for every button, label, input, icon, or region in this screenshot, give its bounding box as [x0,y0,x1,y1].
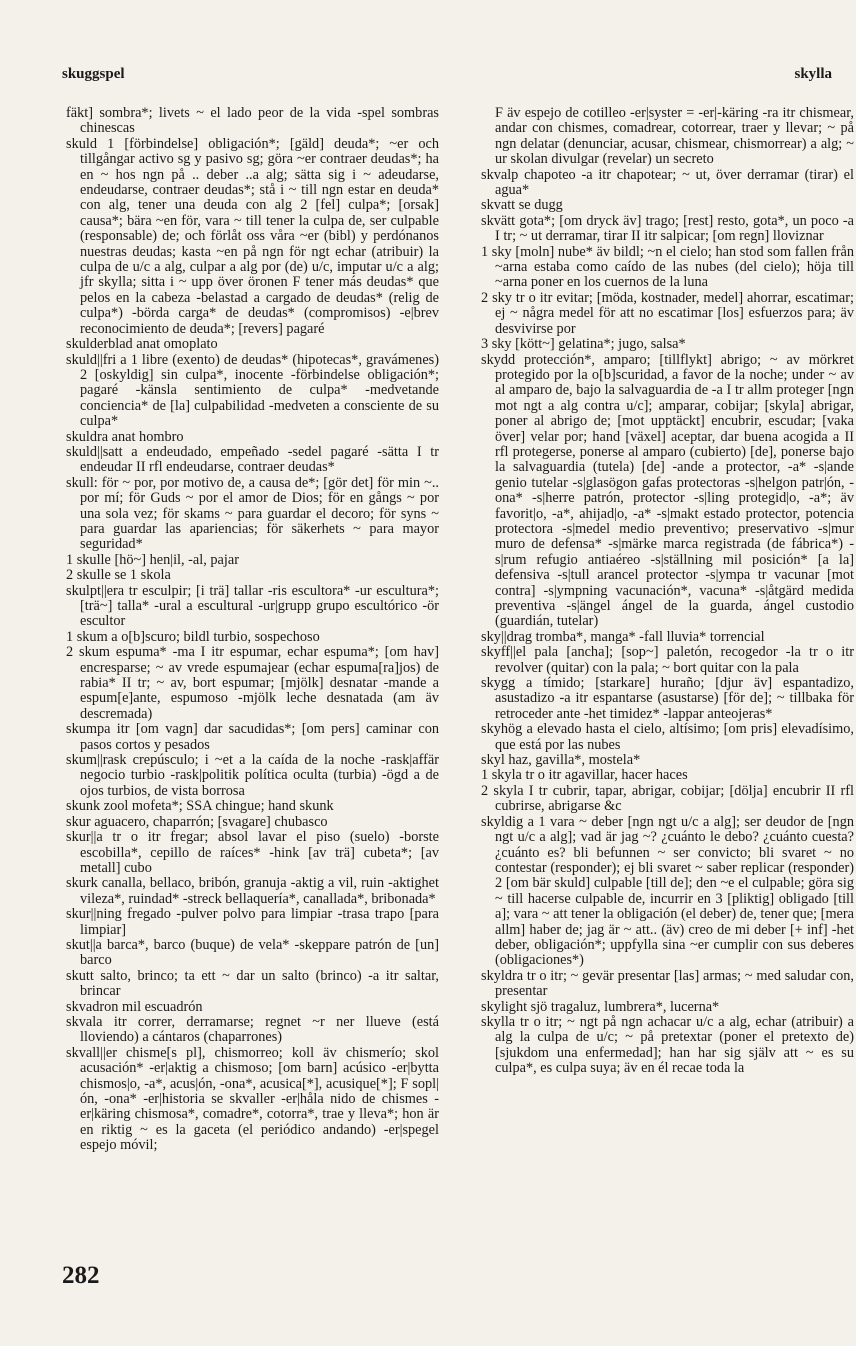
dictionary-entry: fäkt] sombra*; livets ~ el lado peor de la vida -spel sombras chinescas [66,106,439,137]
dictionary-entry: sky||drag tromba*, manga* -fall lluvia* torrencial [481,628,765,645]
dictionary-entry: skyldra tr o itr; ~ gevär presentar [las] armas; ~ med saludar con, presentar [481,967,854,1000]
right-column [481,106,854,1256]
dictionary-entry: skvall||er chisme[s pl], chismorreo; koll äv chismerío; skol acusación* -er|aktig a chismoso; [om barn] acúsico -er|bytta chismos|o, -a*, acus|ón, -ona*, acusica[*], acusique[*]; F sopl|ón, -ona* -er|historia se skvaller -er|håla nido de chismes -er|käring chismosa*, comadre*, cotorra*, trae y lleva*; hon är en riktig ~ es la gaceta (el periódico andando) -er|spegel espejo móvil; [66,1044,439,1154]
dictionary-entry: skvatt se dugg [481,197,563,214]
dictionary-entry: skyhög a elevado hasta el cielo, altísimo; [om pris] elevadísimo, que está por las nubes [481,721,854,753]
dictionary-entry: skvätt gota*; [om dryck äv] trago; [rest] resto, gota*, un poco -a I tr; ~ ut derramar, tirar II itr salpicar; [om regn] lloviznar [481,212,854,245]
dictionary-entry: skuldra anat hombro [66,428,184,445]
dictionary-entry: skunk zool mofeta*; SSA chingue; hand skunk [66,798,334,815]
dictionary-entry: skygg a tímido; [starkare] huraño; [djur äv] espantadizo, asustadizo -a itr espantarse (asustarse) [för de]; ~ tillbaka för retroceder ante -het timidez* -lappar anteojeras* [481,675,854,722]
dictionary-entry: skulderblad anat omoplato [66,336,218,353]
dictionary-entry: skylla tr o itr; ~ ngt på ngn achacar u/c a alg, echar (atribuir) a alg la culpa de u/c; ~ på pretextar (poner el pretexto de) [sjukdom una enfermedad]; han har sig själv att ~ es su culpa*, es culpa suya; äv en él recae toda la [481,1013,854,1077]
dictionary-entry: skylight sjö tragaluz, lumbrera*, lucerna* [481,998,720,1015]
dictionary-entry: 2 skulle se 1 skola [66,567,171,584]
dictionary-entry: 2 sky tr o itr evitar; [möda, kostnader, medel] ahorrar, escatimar; ej ~ några medel för att no escatimar [los] esfuerzos para; äv desvivirse por [481,289,854,337]
dictionary-entry: skur||a tr o itr fregar; absol lavar el piso (suelo) -borste escobilla*, cepillo de raíces* -hink [av trä] cubeta*; [av metall] cubo [66,829,439,876]
page-number: 282 [62,1262,100,1289]
running-header-left: skuggspel [62,66,125,82]
dictionary-entry: 2 skum espuma* -ma I itr espumar, echar espuma*; [om hav] encresparse; ~ av vrede espumajear (echar espuma[ra]jos) de rabia* II tr; ~ av, bort espumar; [mjölk] desnatar -mande a espum[e]ante, espumoso -mjölk leche desnatada (am äv descremada) [66,644,439,722]
dictionary-entry: skyff||el pala [ancha]; [sop~] paletón, recogedor -la tr o itr revolver (quitar) con la pala; ~ bort quitar con la pala [481,644,854,676]
dictionary-entry: skvadron mil escuadrón [66,998,203,1015]
dictionary-entry: skvalp chapoteo -a itr chapotear; ~ ut, över derramar (tirar) el agua* [481,166,854,199]
dictionary-entry: skydd protección*, amparo; [tillflykt] abrigo; ~ av mörkret protegido por la o[b]scuridad, a favor de la noche; under ~ av al amparo de, bajo la salvaguardia de -a I tr allm proteger [ngn mot ngt a alg contra u/c]; amparar, cobijar; [skyla] abrigar, poner al abrigo de; [mot upptäckt] encubrir, escudar; [vaka över] velar por; hand [växel] aceptar, dar buena acogida a II rfl protegerse, ponerse al amparo (cubierto) [de], ponerse bajo la salvaguardia (tutela) [de] -ande a protector, -a* -s|ande genio tutelar -s|glasögon gafas protectoras -s|helgon patr|ón, -ona* -s|herre patrón, protector -s|ling protegid|o, -a*; äv favorit|o, -a*, ahijad|o, -a* -s|makt estado protector, potencia protectora -s|medel medio preventivo; preservativo -s|mur muro de defensa* -s|märke marca registrada (de fábrica*) -s|rum refugio antiaéreo -s|ställning mil posición* [a la] defensiva -s|tull arancel protector -s|ympa tr vacunar [mot contra] -s|ympning vacunación*, vacuna* -s|åtgärd medida preventiva -s|ängel ángel de la guarda, ángel custodio (guardián, tutelar) [481,351,854,630]
dictionary-entry: 1 skum a o[b]scuro; bildl turbio, sospechoso [66,628,320,645]
dictionary-entry: skum||rask crepúsculo; i ~et a la caída de la noche -rask|affär negocio turbio -rask|politik política oculta (turbia) -ögd a de ojos turbios, de vista borrosa [66,752,439,799]
dictionary-entry: 1 sky [moln] nube* äv bildl; ~n el cielo; han stod som fallen från ~arna estaba como caído de las nubes (del cielo); höja till ~arna poner en los cuernos de la luna [481,243,854,291]
dictionary-entry: skuld||satt a endeudado, empeñado -sedel pagaré -sätta I tr endeudar II rfl endeudarse, contraer deudas* [66,443,439,476]
dictionary-entry: F äv espejo de cotilleo -er|syster = -er|-käring -ra itr chismear, andar con chismes, comadrear, cotorrear, traer y llevar; ~ på ngn delatar (denunciar, acusar, chismear, chismorrear) a alg; ~ ur skolan divulgar (revelar) un secreto [495,106,854,168]
dictionary-entry: skulpt||era tr esculpir; [i trä] tallar -ris escultora* -ur escultura*; [trä~] talla* -ural a escultural -ur|grupp grupo escultórico -ör escultor [66,582,439,630]
dictionary-entry: skut||a barca*, barco (buque) de vela* -skeppare patrón de [un] barco [66,936,439,969]
dictionary-entry: 1 skyla tr o itr agavillar, hacer haces [481,767,688,784]
dictionary-entry: skuld||fri a 1 libre (exento) de deudas* (hipotecas*, gravámenes) 2 [oskyldig] sin culpa*, inocente -förbindelse obligación*; pagaré -känsla sentimiento de culpa* -medvetande conciencia* de [la] culpabilidad -medveten a consciente de su culpa* [66,351,439,430]
dictionary-entry: 3 sky [kött~] gelatina*; jugo, salsa* [481,336,686,353]
dictionary-entry: skull: för ~ por, por motivo de, a causa de*; [gör det] för min ~.. por mí; för Guds ~ por el amor de Dios; för en gångs ~ por una sola vez; för skams ~ para guardar el decoro; för syns ~ para guardar las apariencias; för säkerhets ~ para mayor seguridad* [66,474,439,553]
dictionary-entry: skurk canalla, bellaco, bribón, granuja -aktig a vil, ruin -aktighet vileza*, ruindad* -streck bellaquería*, canallada*, bribonada* [66,875,439,907]
left-column [66,106,439,1256]
dictionary-entry: skvala itr correr, derramarse; regnet ~r ner llueve (está lloviendo) a cántaros (chaparrones) [66,1013,439,1046]
dictionary-entry: skur aguacero, chaparrón; [svagare] chubasco [66,813,328,830]
dictionary-entry: 1 skulle [hö~] hen|il, -al, pajar [66,551,239,568]
dictionary-entry: skumpa itr [om vagn] dar sacudidas*; [om pers] caminar con pasos cortos y pesados [66,721,439,753]
dictionary-entry: skutt salto, brinco; ta ett ~ dar un salto (brinco) -a itr saltar, brincar [66,967,439,1000]
dictionary-entry: skyl haz, gavilla*, mostela* [481,752,641,769]
running-header-right: skylla [794,66,832,82]
dictionary-entry: skuld 1 [förbindelse] obligación*; [gäld] deuda*; ~er och tillgångar activo sg y pasivo sg; göra ~er contraer deudas*; ha en ~ hos ngn på .. deber ..a alg; sätta sig i ~ adeudarse, endeudarse, contraer deudas*; stå i ~ till ngn estar en deuda* con alg, tener una deuda con alg 2 [fel] culpa*; [orsak] causa*; bära ~en för, vara ~ till tener la culpa de, ser culpable (responsable) de; och förlåt oss våra ~er (bibl) y perdónanos nuestras deudas; kasta ~en på ngn för ngt echar (atribuir) la culpa de u/c a alg, culpar a alg por (de) u/c, imputar u/c a alg; jfr skylla; sitta i ~ upp över öronen F tener más deudas* que pelos en la cabeza -belastad a cargado de deudas* (relig de culpa*) -börda carga* de deudas* (compromisos) -e|brev reconocimiento de deuda*; [revers] pagaré [66,135,439,337]
dictionary-entry: skyldig a 1 vara ~ deber [ngn ngt u/c a alg]; ser deudor de [ngn ngt u/c a alg]; vad är jag ~? ¿cuánto le debo? ¿cuánto cuesta? ¿cuánto es? bli befunnen ~ ser convicto; bli svaret ~ no contestar (responder); ej bli svaret ~ saber replicar (responder) 2 [om bär skuld] culpable [till de]; den ~e el culpable; göra sig ~ till hacerse culpable de, incurrir en 3 [pliktig] obligado [till a]; vara ~ att tener la obligación (el deber) de, tener que; [mera allm] haber de; jag är ~ att.. (äv) creo de mi deber [+ inf] -het deber, obligación*; uppfylla sina ~er cumplir con sus deberes (obligaciones*) [481,813,854,969]
dictionary-entry: skur||ning fregado -pulver polvo para limpiar -trasa trapo [para limpiar] [66,906,439,938]
dictionary-entry: 2 skyla I tr cubrir, tapar, abrigar, cobijar; [dölja] encubrir II rfl cubrirse, abrigarse &c [481,782,854,815]
